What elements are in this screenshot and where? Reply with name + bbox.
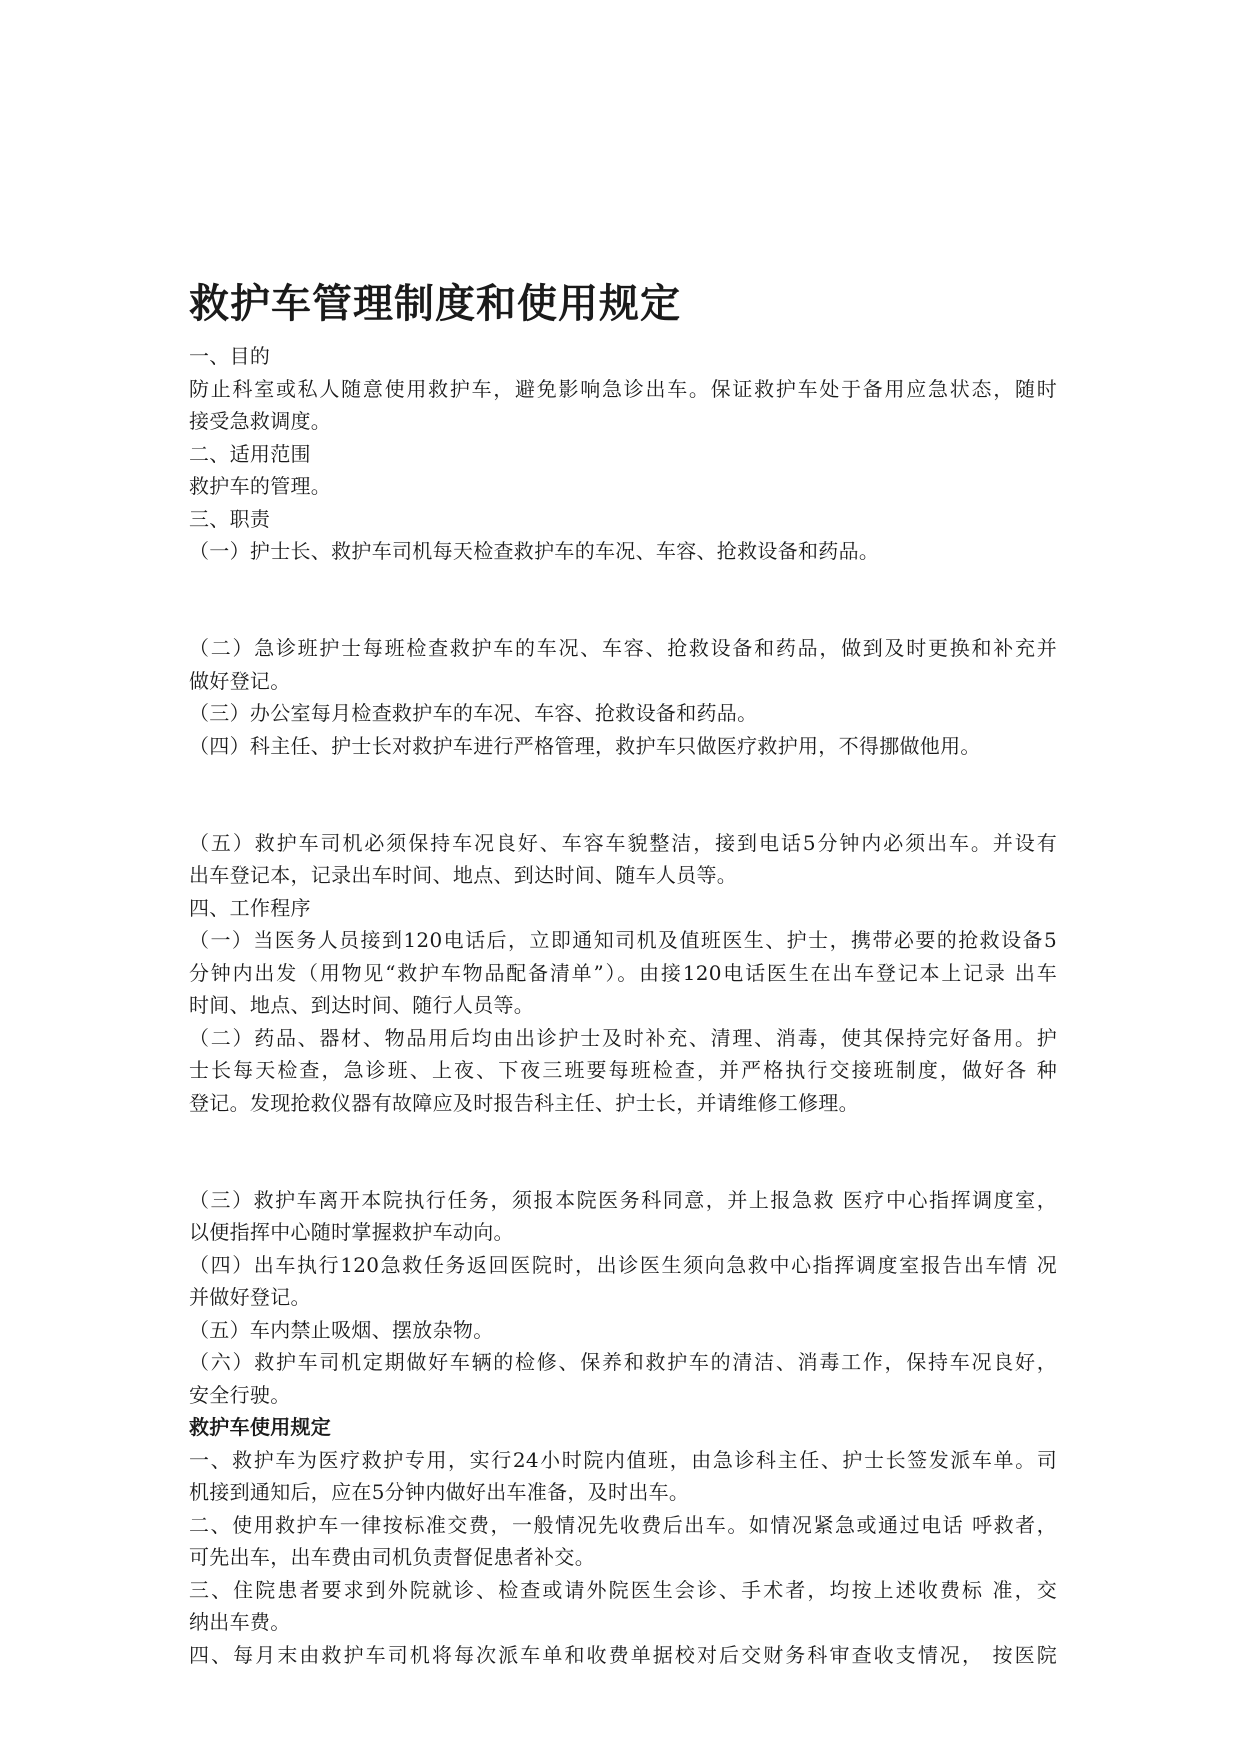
- text-line: （三）救护车离开本院执行任务，须报本院医务科同意，并上报急救 医疗中心指挥调度室，: [189, 1187, 1057, 1212]
- text-line: （二）急诊班护士每班检查救护车的车况、车容、抢救设备和药品，做到及时更换和补充并: [189, 636, 1057, 660]
- blank-line: [189, 778, 1057, 811]
- text-line: （二）药品、器材、物品用后均由出诊护士及时补充、清理、消毒，使其保持完好备用。护: [189, 1025, 1057, 1050]
- text-line: （一）当医务人员接到120电话后，立即通知司机及值班医生、护士，携带必要的抢救设备5: [189, 928, 1057, 952]
- text-line: 登记。发现抢救仪器有故障应及时报告科主任、护士长，并请维修工修理。: [189, 1090, 859, 1115]
- text-line: 二、适用范围: [189, 441, 311, 466]
- blank-line: [189, 584, 1057, 617]
- text-line: 接受急救调度。: [189, 409, 332, 433]
- text-line: （一）护士长、救护车司机每天检查救护车的车况、车容、抢救设备和药品。: [189, 539, 880, 563]
- text-line: 士长每天检查，急诊班、上夜、下夜三班要每班检查，并严格执行交接班制度，做好各 种: [189, 1058, 1057, 1082]
- section-heading: 救护车使用规定: [189, 1415, 332, 1439]
- text-line: 安全行驶。: [189, 1382, 291, 1407]
- text-line: （五）救护车司机必须保持车况良好、车容车貌整洁，接到电话5分钟内必须出车。并设有: [189, 830, 1057, 855]
- text-line: 并做好登记。: [189, 1285, 311, 1309]
- text-line: 一、目的: [189, 344, 271, 368]
- text-line: 出车登记本，记录出车时间、地点、到达时间、随车人员等。: [189, 863, 738, 887]
- text-line: 时间、地点、到达时间、随行人员等。: [189, 993, 535, 1017]
- document-body: [189, 340, 1057, 1671]
- text-line: 机接到通知后，应在5分钟内做好出车准备，及时出车。: [189, 1480, 690, 1504]
- text-line: 以便指挥中心随时掌握救护车动向。: [189, 1220, 514, 1244]
- text-line: 四、每月末由救护车司机将每次派车单和收费单据校对后交财务科审查收支情况， 按医院: [189, 1642, 1057, 1667]
- text-line: （六）救护车司机定期做好车辆的检修、保养和救护车的清洁、消毒工作，保持车况良好，: [189, 1350, 1057, 1374]
- text-line: （四）科主任、护士长对救护车进行严格管理，救护车只做医疗救护用，不得挪做他用。: [189, 733, 981, 758]
- blank-line: [189, 1135, 1057, 1168]
- text-line: 二、使用救护车一律按标准交费，一般情况先收费后出车。如情况紧急或通过电话 呼救者，: [189, 1512, 1057, 1537]
- text-line: 三、住院患者要求到外院就诊、检查或请外院医生会诊、手术者，均按上述收费标 准，交: [189, 1577, 1057, 1602]
- text-line: （五）车内禁止吸烟、摆放杂物。: [189, 1317, 494, 1342]
- text-line: 一、救护车为医疗救护专用，实行24小时院内值班，由急诊科主任、护士长签发派车单。司: [189, 1447, 1057, 1472]
- document-title: 救护车管理制度和使用规定: [189, 281, 681, 327]
- text-line: 可先出车，出车费由司机负责督促患者补交。: [189, 1545, 595, 1569]
- text-line: 四、工作程序: [189, 895, 311, 920]
- text-line: 三、职责: [189, 506, 271, 531]
- text-line: （四）出车执行120急救任务返回医院时，出诊医生须向急救中心指挥调度室报告出车情 况: [189, 1252, 1057, 1277]
- text-line: 做好登记。: [189, 668, 291, 693]
- document-page: [189, 272, 1057, 1671]
- text-line: 分钟内出发（用物见“救护车物品配备清单”）。由接120电话医生在出车登记本上记录 出车: [189, 960, 1057, 985]
- text-line: （三）办公室每月检查救护车的车况、车容、抢救设备和药品。: [189, 701, 758, 725]
- text-line: 纳出车费。: [189, 1610, 291, 1634]
- text-line: 防止科室或私人随意使用救护车，避免影响急诊出车。保证救护车处于备用应急状态，随时: [189, 376, 1057, 401]
- text-line: 救护车的管理。: [189, 474, 332, 498]
